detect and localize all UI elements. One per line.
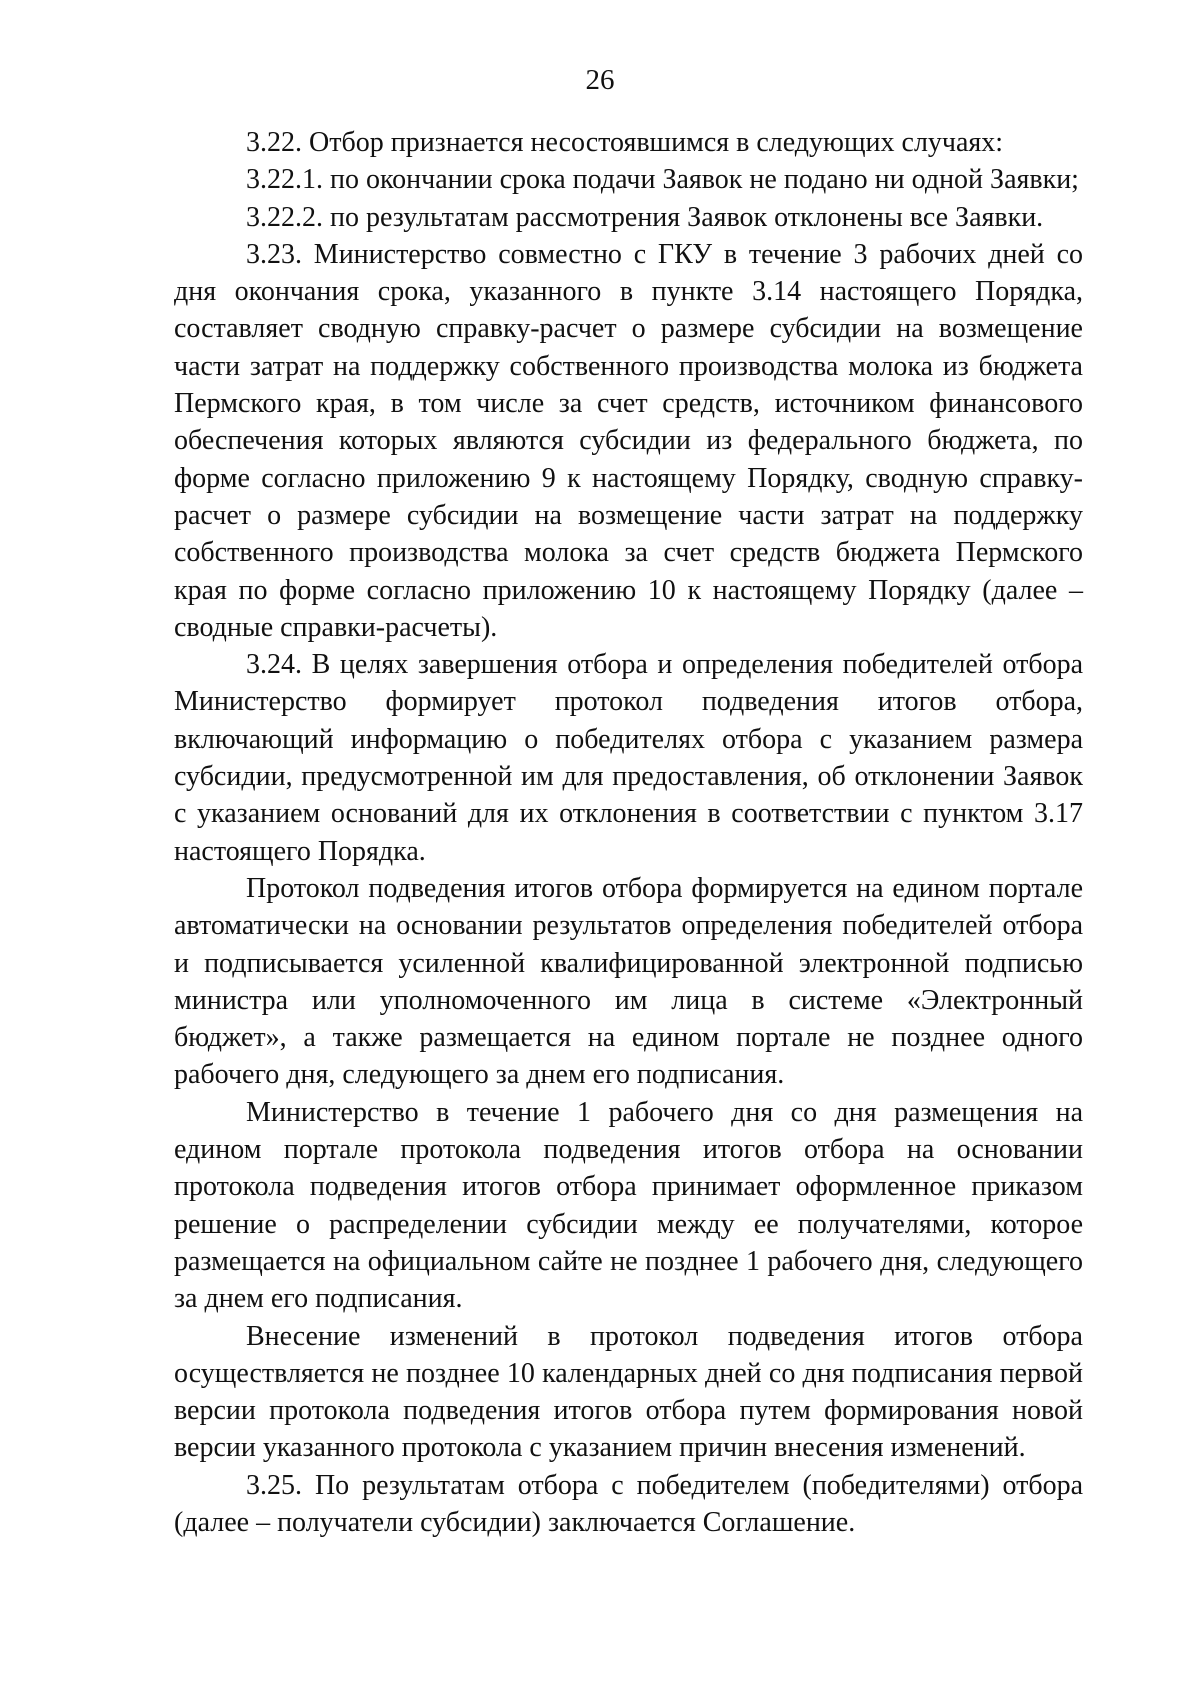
paragraph-3-24: 3.24. В целях завершения отбора и определения победителей отбора Министерство формирует протокол подведения итогов отбора, включающий информацию о победителях отбора с указанием размера субсидии, предусмотренной им для предоставления, об отклонении Заявок с указанием оснований для их отклонения в соответствии с пунктом 3.17 настоящего Порядка. xyxy=(174,649,1083,867)
paragraph-3-25: 3.25. По результатам отбора с победителем (победителями) отбора (далее – получатели субсидии) заключается Соглашение. xyxy=(174,1469,1083,1538)
paragraph-3-22-1: 3.22.1. по окончании срока подачи Заявок не подано ни одной Заявки; xyxy=(246,164,1079,196)
paragraph-ministry-decision: Министерство в течение 1 рабочего дня со дня размещения на едином портале протокола подведения итогов отбора на основании протокола подведения итогов отбора принимает оформленное приказом решение о распределении субсидии между ее получателями, которое размещается на официальном сайте не позднее 1 рабочего дня, следующего за днем его подписания. xyxy=(174,1096,1083,1315)
page-number: 26 xyxy=(585,64,615,96)
paragraph-3-22: 3.22. Отбор признается несостоявшимся в следующих случаях: xyxy=(246,127,1004,158)
paragraph-3-23: 3.23. Министерство совместно с ГКУ в течение 3 рабочих дней со дня окончания срока, указанного в пункте 3.14 настоящего Порядка, составляет сводную справку-расчет о размере субсидии на возмещение части затрат на поддержку собственного производства молока из бюджета Пермского края, в том числе за счет средств, источником финансового обеспечения которых являются субсидии из федерального бюджета, по форме согласно приложению 9 к настоящему Порядку, сводную справку-расчет о размере субсидии на возмещение части затрат на поддержку собственного производства молока за счет средств бюджета Пермского края по форме согласно приложению 10 к настоящему Порядку (далее – сводные справки-расчеты). xyxy=(174,238,1083,643)
document-body xyxy=(174,124,1083,1541)
paragraph-protocol-formation: Протокол подведения итогов отбора формируется на едином портале автоматически на основании результатов определения победителей отбора и подписывается усиленной квалифицированной электронной подписью министра или уполномоченного им лица в системе «Электронный бюджет», а также размещается на едином портале не позднее одного рабочего дня, следующего за днем его подписания. xyxy=(174,872,1083,1091)
paragraph-3-22-2: 3.22.2. по результатам рассмотрения Заявок отклонены все Заявки. xyxy=(246,201,1044,233)
paragraph-protocol-changes: Внесение изменений в протокол подведения итогов отбора осуществляется не позднее 10 календарных дней со дня подписания первой версии протокола подведения итогов отбора путем формирования новой версии указанного протокола с указанием причин внесения изменений. xyxy=(174,1320,1083,1464)
